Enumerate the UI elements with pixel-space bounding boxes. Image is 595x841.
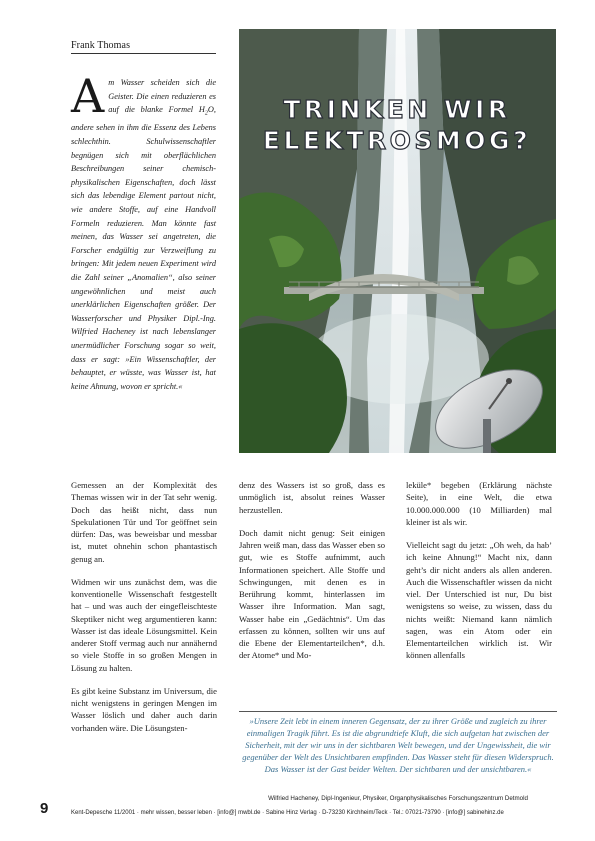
body-column-1	[71, 479, 217, 745]
paragraph: denz des Wassers ist so groß, dass es unmöglich ist, absolut reines Wasser herzustellen.	[239, 480, 385, 515]
page-number: 9	[40, 800, 49, 817]
intro-subscript: 2	[204, 110, 208, 117]
paragraph: Vielleicht sagt du jetzt: „Oh weh, da hab’ ich keine Ahnung!“ Macht nix, dann geht’s dir nicht anders als allen anderen. Auch die Wissenschaftler wissen da nicht viel. Der Unterschied ist nur, Du bist wenigstens so weise, zu wissen, dass du nichts weißt: Niemand kann nämlich sagen, was ein Atom oder ein Elementarteilchen wirklich ist. Wir können allenfalls	[406, 540, 552, 661]
body-column-2	[239, 479, 385, 673]
paragraph: leküle* begeben (Erklärung nächste Seite), in eine Welt, die etwa 10.000.000.000 (10 Milliarden) mal kleiner ist als wir.	[406, 480, 552, 527]
article-headline	[252, 94, 542, 156]
author-byline: Frank Thomas	[71, 40, 131, 51]
body-column-3	[406, 479, 552, 673]
drop-cap: A	[71, 69, 105, 123]
page-footer: Kent-Depesche 11/2001 · mehr wissen, besser leben · [info@] mwbl.de · Sabine Hinz Verlag · D-73230 Kirchheim/Teck · Tel.: 07021-73790 · [info@] sabinehinz.de	[71, 810, 504, 816]
headline-line-1: TRINKEN WIR	[283, 95, 511, 124]
paragraph: Es gibt keine Substanz im Universum, die nicht wenigstens in geringen Mengen im Wasser löslich und daher auch darin vorhanden wäre. Die Lösungsten-	[71, 685, 217, 733]
intro-text-b: O, andere sehen in ihm die Essenz des Lebens schlechthin. Schulwissenschaftler begnügen sich mit oberflächlichen Beschreibungen seiner chemisch-physikalischen Eigenschaften, doch lässt sich das lebendige Element partout nicht, wie andere Stoffe, auf eine Handvoll Formeln reduzieren. Man könnte fast meinen, das Wasser sei angetreten, die Forscher endgültig zur Verzweiflung zu bringen: Mit jedem neuen Experiment wird die Zahl seiner „Anomalien“, also seiner ungewöhnlichen und meist auch unerklärlichen Eigenschaften größer. Der Wasserforscher und Physiker Dipl.-Ing. Wilfried Hacheney ist nach lebenslanger unermüdlicher Forschung sogar so weit, dass er sagt: »Ein Wissenschaftler, der behauptet, er wüsste, was Wasser ist, hat keine Ahnung, wovon er spricht.«	[71, 105, 216, 391]
quote-divider	[239, 711, 557, 712]
byline-divider	[71, 53, 216, 54]
waterfall-illustration	[239, 29, 556, 453]
intro-text-a: m Wasser scheiden sich die Geister. Die einen reduzieren es auf die blanke Formel H	[108, 78, 216, 115]
waterfall-photo	[239, 29, 556, 453]
intro-paragraph	[71, 69, 216, 393]
quote-attribution: Wilfried Hacheney, Dipl-Ingenieur, Physiker, Organphysikalisches Forschungszentrum Detmold	[268, 795, 528, 802]
paragraph: Gemessen an der Komplexität des Themas wissen wir in der Tat sehr wenig. Doch das heißt nicht, dass nun Spekulationen Tür und Tor geöffnet sein dürfen: Das, was beweisbar und messbar ist, mutet ohnehin schon phantastisch genug an.	[71, 480, 217, 564]
paragraph: Widmen wir uns zunächst dem, was die konventionelle Wissenschaft festgestellt hat – und was auch der eingefleischteste Skeptiker nicht weg argumentieren kann: Wasser ist das ideale Lösungsmittel. Kein anderer Stoff vermag auch nur annähernd so viele Stoffe in so großen Mengen in Lösung zu halten.	[71, 576, 217, 673]
pull-quote	[239, 711, 557, 807]
paragraph: Doch damit nicht genug: Seit einigen Jahren weiß man, dass das Wasser eben so gut, wie es Stoffe aufnimmt, auch Informationen speichert. Alle Stoffe und Schwingungen, mit denen es in Berührung kommt, hinterlassen im Wasser ihre Information. Man sagt, Wasser habe ein „Gedächtnis“. Um das erfassen zu können, sollten wir uns auf die Ebene der Elementarteilchen*, d.h. der Atome* und Mo-	[239, 527, 385, 661]
quote-text: »Unsere Zeit lebt in einem inneren Gegensatz, der zu ihrer Größe und zugleich zu ihrer einmaligen Tragik führt. Es ist die abgrundtiefe Kluft, die sich aufgetan hat zwischen der Sicherheit, mit der wir uns in der sichtbaren Welt bewegen, und der Ungewissheit, die wir gegenüber der Welt des Unsichtbaren empfinden. Das Wasser steht für diesen Widerspruch. Das Wasser ist der Gast beider Welten. Der sichtbaren und der unsichtbaren.«	[242, 716, 554, 774]
headline-line-2: ELEKTROSMOG?	[262, 126, 532, 155]
